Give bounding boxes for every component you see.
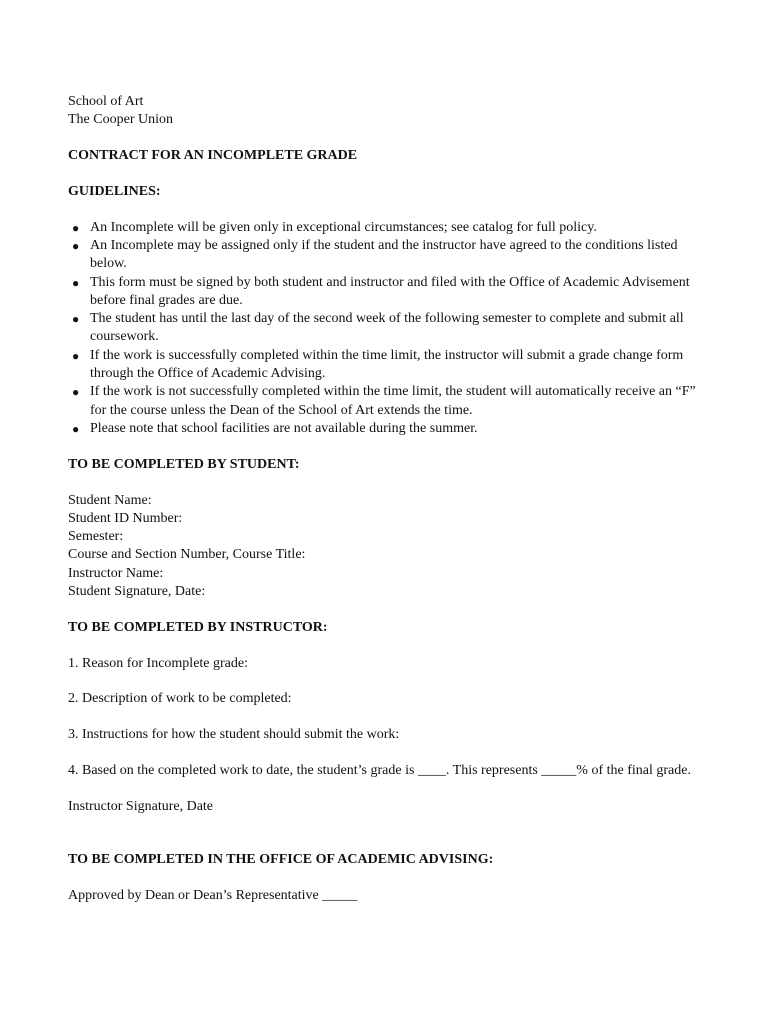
guideline-text: Please note that school facilities are not available during the summer.: [90, 420, 478, 436]
student-section-heading: TO BE COMPLETED BY STUDENT:: [68, 456, 300, 472]
guideline-text: An Incomplete may be assigned only if the student and the instructor have agreed to the conditions listed below.: [90, 237, 678, 272]
bullet-icon: ●: [72, 238, 80, 253]
work-description-field: 2. Description of work to be completed:: [68, 691, 292, 707]
advising-section-heading: TO BE COMPLETED IN THE OFFICE OF ACADEMIC ADVISING:: [68, 852, 494, 868]
semester-field: Semester:: [68, 529, 124, 545]
document-page: [68, 93, 708, 905]
bullet-icon: ●: [72, 275, 80, 290]
grade-basis-field: 4. Based on the completed work to date, the student’s grade is ____. This represents _____% of the final grade.: [68, 763, 691, 779]
guidelines-list: [68, 219, 708, 439]
reason-field: 1. Reason for Incomplete grade:: [68, 655, 248, 671]
guideline-item: [68, 347, 708, 384]
guideline-text: This form must be signed by both student and instructor and filed with the Office of Academic Advisement before final grades are due.: [90, 274, 690, 308]
guideline-text: If the work is successfully completed within the time limit, the instructor will submit a grade change form through the Office of Academic Advising.: [90, 347, 684, 382]
institution-name: The Cooper Union: [68, 112, 173, 128]
instructor-signature-field: Instructor Signature, Date: [68, 798, 214, 814]
instructor-section-heading: TO BE COMPLETED BY INSTRUCTOR:: [68, 619, 328, 635]
bullet-icon: ●: [72, 348, 80, 363]
guideline-item: [68, 274, 708, 311]
school-name: School of Art: [68, 94, 144, 109]
guideline-item: [68, 237, 708, 274]
submission-instructions-field: 3. Instructions for how the student should submit the work:: [68, 727, 400, 743]
guideline-text: If the work is not successfully completed within the time limit, the student will automatically receive an “F” for the course unless the Dean of the School of Art extends the time.: [90, 384, 696, 418]
bullet-icon: ●: [72, 312, 80, 327]
student-id-field: Student ID Number:: [68, 510, 183, 526]
instructor-name-field: Instructor Name:: [68, 565, 164, 581]
bullet-icon: ●: [72, 385, 80, 400]
course-field: Course and Section Number, Course Title:: [68, 547, 306, 563]
guideline-item: [68, 420, 708, 438]
bullet-icon: ●: [72, 421, 80, 436]
bullet-icon: ●: [72, 220, 80, 235]
guideline-item: [68, 219, 708, 237]
guideline-item: [68, 383, 708, 420]
student-name-field: Student Name:: [68, 492, 152, 508]
student-signature-field: Student Signature, Date:: [68, 584, 206, 600]
guideline-item: [68, 310, 708, 347]
guideline-text: An Incomplete will be given only in exceptional circumstances; see catalog for full policy.: [90, 219, 597, 235]
document-title: CONTRACT FOR AN INCOMPLETE GRADE: [68, 148, 358, 164]
dean-approval-field: Approved by Dean or Dean’s Representative _____: [68, 887, 358, 903]
guidelines-heading: GUIDELINES:: [68, 183, 161, 199]
guideline-text: The student has until the last day of the second week of the following semester to complete and submit all coursework.: [90, 311, 684, 345]
